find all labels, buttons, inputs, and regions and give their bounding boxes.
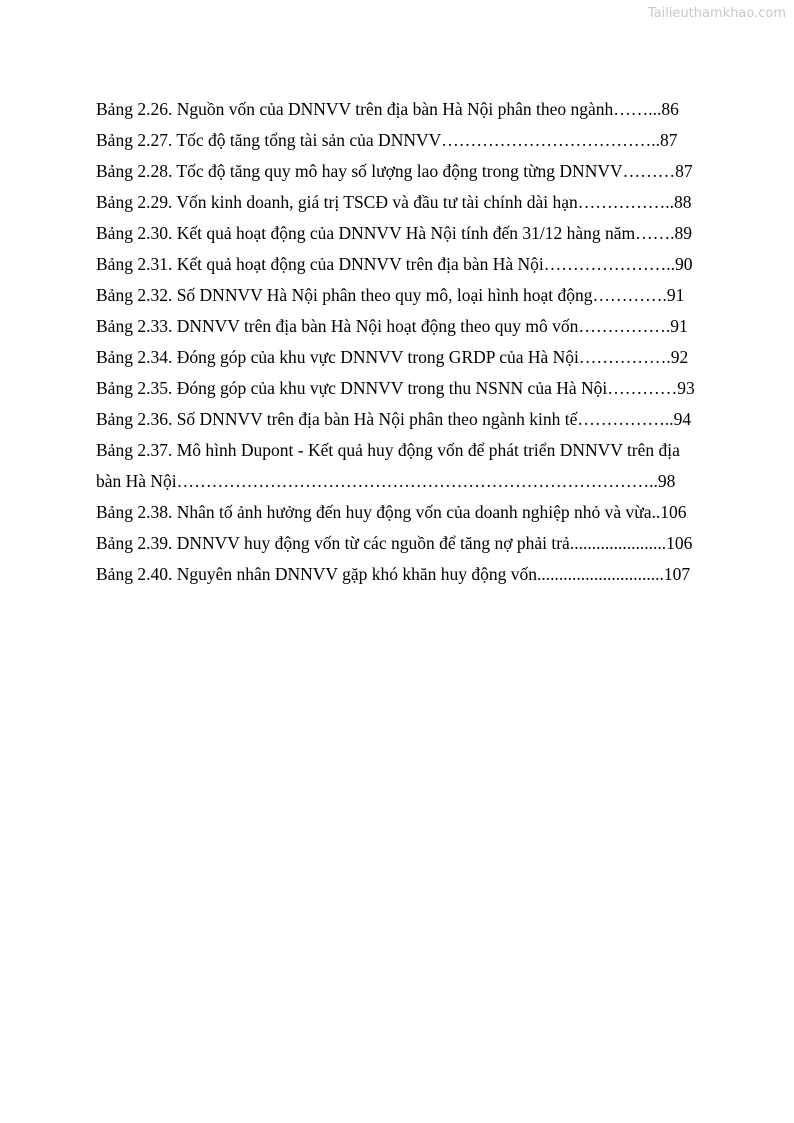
toc-entry: Bảng 2.26. Nguồn vốn của DNNVV trên địa bàn Hà Nội phân theo ngành……...86 bbox=[96, 99, 679, 119]
toc-entry: Bảng 2.32. Số DNNVV Hà Nội phân theo quy mô, loại hình hoạt động………….91 bbox=[96, 285, 685, 305]
toc-entry: Bảng 2.27. Tốc độ tăng tổng tài sản của DNNVV………………………………..87 bbox=[96, 130, 678, 150]
toc-entry: Bảng 2.29. Vốn kinh doanh, giá trị TSCĐ và đầu tư tài chính dài hạn……………..88 bbox=[96, 192, 692, 212]
toc-entry: Bảng 2.35. Đóng góp của khu vực DNNVV trong thu NSNN của Hà Nội…………93 bbox=[96, 378, 695, 398]
toc-entry: Bảng 2.30. Kết quả hoạt động của DNNVV Hà Nội tính đến 31/12 hàng năm…….89 bbox=[96, 223, 693, 243]
table-of-contents bbox=[96, 94, 700, 590]
toc-entry: Bảng 2.39. DNNVV huy động vốn từ các nguồn để tăng nợ phải trả......................106 bbox=[96, 533, 693, 553]
toc-entry: Bảng 2.37. Mô hình Dupont - Kết quả huy động vốn để phát triển DNNVV trên địa bbox=[96, 440, 680, 460]
toc-entry: Bảng 2.34. Đóng góp của khu vực DNNVV trong GRDP của Hà Nội…………….92 bbox=[96, 347, 689, 367]
toc-entry: Bảng 2.31. Kết quả hoạt động của DNNVV trên địa bàn Hà Nội…………………..90 bbox=[96, 254, 693, 274]
toc-entry: Bảng 2.38. Nhân tố ảnh hưởng đến huy động vốn của doanh nghiệp nhỏ và vừa..106 bbox=[96, 502, 687, 522]
toc-entry: Bảng 2.33. DNNVV trên địa bàn Hà Nội hoạt động theo quy mô vốn…………….91 bbox=[96, 316, 688, 336]
toc-entry: Bảng 2.28. Tốc độ tăng quy mô hay số lượng lao động trong từng DNNVV………87 bbox=[96, 161, 693, 181]
toc-entry-continuation: bàn Hà Nội………………………………………………………………………..98 bbox=[96, 471, 676, 491]
toc-entry: Bảng 2.40. Nguyên nhân DNNVV gặp khó khăn huy động vốn.............................107 bbox=[96, 564, 691, 584]
watermark: Tailieuthamkhao.com bbox=[647, 6, 786, 21]
toc-entry: Bảng 2.36. Số DNNVV trên địa bàn Hà Nội phân theo ngành kinh tế……………..94 bbox=[96, 409, 692, 429]
